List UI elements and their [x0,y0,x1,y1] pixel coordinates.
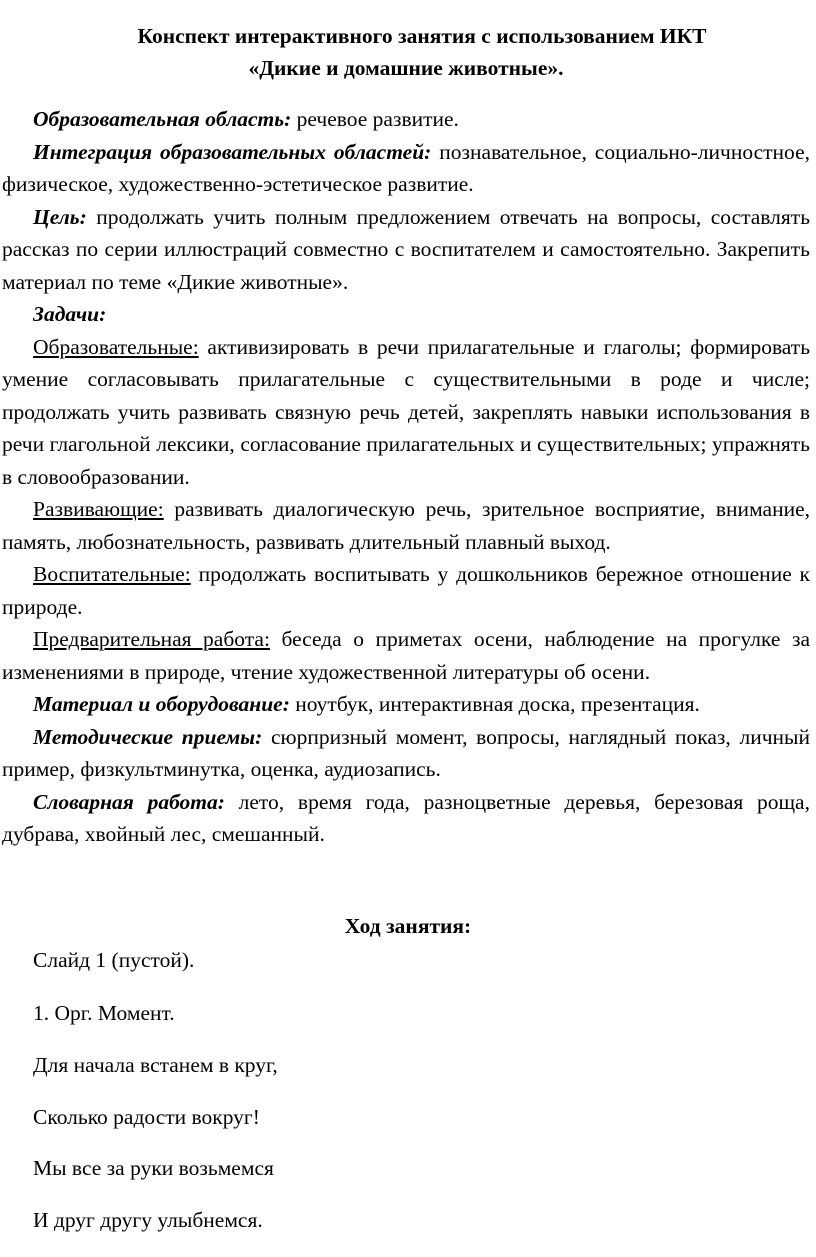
lesson-line: Мы все за руки возьмемся [33,1156,274,1180]
paragraph-developing-tasks [2,493,810,558]
methods-text: сюрпризный момент, вопросы, наглядный показ, личный пример, физкультминутка, оценка, аудиозапись. [2,724,810,781]
paragraph-materials [2,688,810,721]
document-title-line-2: «Дикие и домашние животные». [248,56,564,80]
tasks-label: Задачи: [33,302,107,326]
educational-tasks-label: Образовательные: [33,334,199,359]
upbringing-tasks-text: продолжать воспитывать у дошкольников бережное отношение к природе. [2,562,810,619]
vocabulary-label: Словарная работа: [33,789,225,814]
goal-text: продолжать учить полным предложением отвечать на вопросы, составлять рассказ по серии иллюстраций совместно с воспитателем и самостоятельно. Закрепить материал по теме «Дикие животные». [2,204,810,294]
lesson-line: Сколько радости вокруг! [33,1105,260,1129]
paragraph-upbringing-tasks [2,558,810,623]
developing-tasks-label: Развивающие: [33,497,164,521]
preliminary-work-label: Предварительная работа: [33,627,270,651]
paragraph-methods [2,721,810,786]
educational-area-label: Образовательная область: [33,107,292,131]
paragraph-preliminary-work [2,623,810,688]
developing-tasks-text: развивать диалогическую речь, зрительное восприятие, внимание, память, любознательность, развивать длительный плавный выход. [2,497,810,554]
paragraph-educational-tasks [2,331,810,494]
document-body [2,103,810,851]
paragraph-goal [2,201,810,299]
integration-text: познавательное, социально-личностное, физическое, художественно-эстетическое развитие. [2,139,810,196]
lesson-heading-text: Ход занятия: [344,914,472,938]
document-title-line-1: Конспект интерактивного занятия с использованием ИКТ [137,24,707,48]
educational-tasks-text: активизировать в речи прилагательные и глаголы; формировать умение согласовывать прилагательные с существительными в роде и числе; продолжать учить развивать связную речь детей, закреплять навыки использования в речи глагольной лексики, согласование прилагательных и существительных; упражнять в словообразовании. [2,334,810,489]
lesson-line: И друг другу улыбнемся. [33,1208,263,1232]
paragraph-educational-area [2,103,810,136]
lesson-line: Слайд 1 (пустой). [33,948,195,972]
vocabulary-text: лето, время года, разноцветные деревья, березовая роща, дубрава, хвойный лес, смешанный. [2,789,810,846]
materials-label: Материал и оборудование: [33,692,290,716]
materials-text: ноутбук, интерактивная доска, презентация. [289,692,700,716]
lesson-line: Для начала встанем в круг, [33,1053,278,1077]
paragraph-integration [2,136,810,201]
lesson-heading [0,910,816,942]
integration-label: Интеграция образовательных областей: [33,139,432,164]
goal-label: Цель: [33,204,87,229]
preliminary-work-text: беседа о приметах осени, наблюдение на прогулке за изменениями в природе, чтение художественной литературы об осени. [2,627,810,684]
educational-area-text: речевое развитие. [291,107,459,131]
paragraph-vocabulary [2,786,810,851]
upbringing-tasks-label: Воспитательные: [33,562,191,586]
paragraph-tasks [2,298,810,331]
lesson-line: 1. Орг. Момент. [33,1001,175,1025]
methods-label: Методические приемы: [33,724,263,749]
